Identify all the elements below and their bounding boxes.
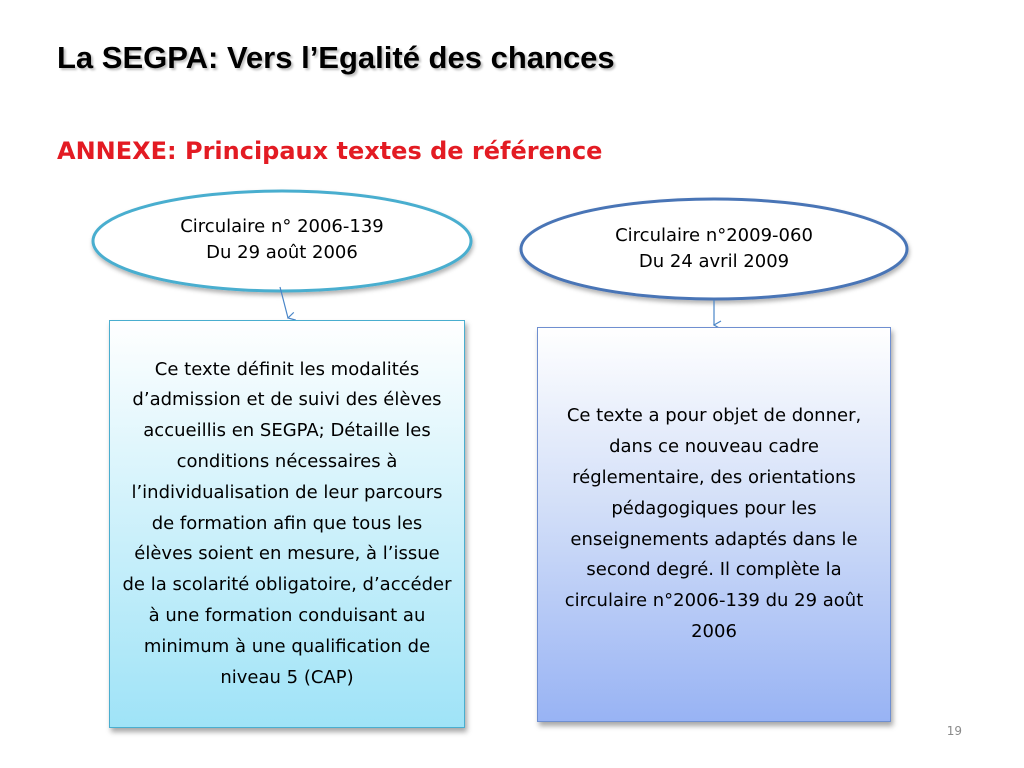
right-circulaire-date: Du 24 avril 2009 [638, 251, 790, 272]
right-description-text: Ce texte a pour objet de donner, dans ce nouveau cadre réglementaire, des orientations pédagogiques pour les enseignements adaptés dans le second degré. Il complète la circulaire n°2006-139 du 29 août 2006 [564, 405, 864, 642]
right-description-box [537, 327, 891, 722]
left-ellipse-label [132, 214, 432, 266]
slide-subtitle: ANNEXE: Principaux textes de référence [57, 137, 603, 165]
left-circulaire-date: Du 29 août 2006 [206, 242, 358, 263]
page-number: 19 [946, 724, 962, 738]
left-description-text: Ce texte définit les modalités d’admission et de suivi des élèves accueillis en SEGPA; Détaille les conditions nécessaires à l’individualisation de leur parcours de formation afin que tous les élèves soient en mesure, à l’issue de la scolarité obligatoire, d’accéder à une formation conduisant au minimum à une qualification de niveau 5 (CAP) [122, 358, 452, 688]
slide-title: La SEGPA: Vers l’Egalité des chances [57, 40, 615, 75]
left-description-box [109, 320, 465, 728]
right-circulaire-number: Circulaire n°2009-060 [615, 225, 813, 246]
right-ellipse-label [564, 223, 864, 275]
left-circulaire-number: Circulaire n° 2006-139 [180, 216, 384, 237]
